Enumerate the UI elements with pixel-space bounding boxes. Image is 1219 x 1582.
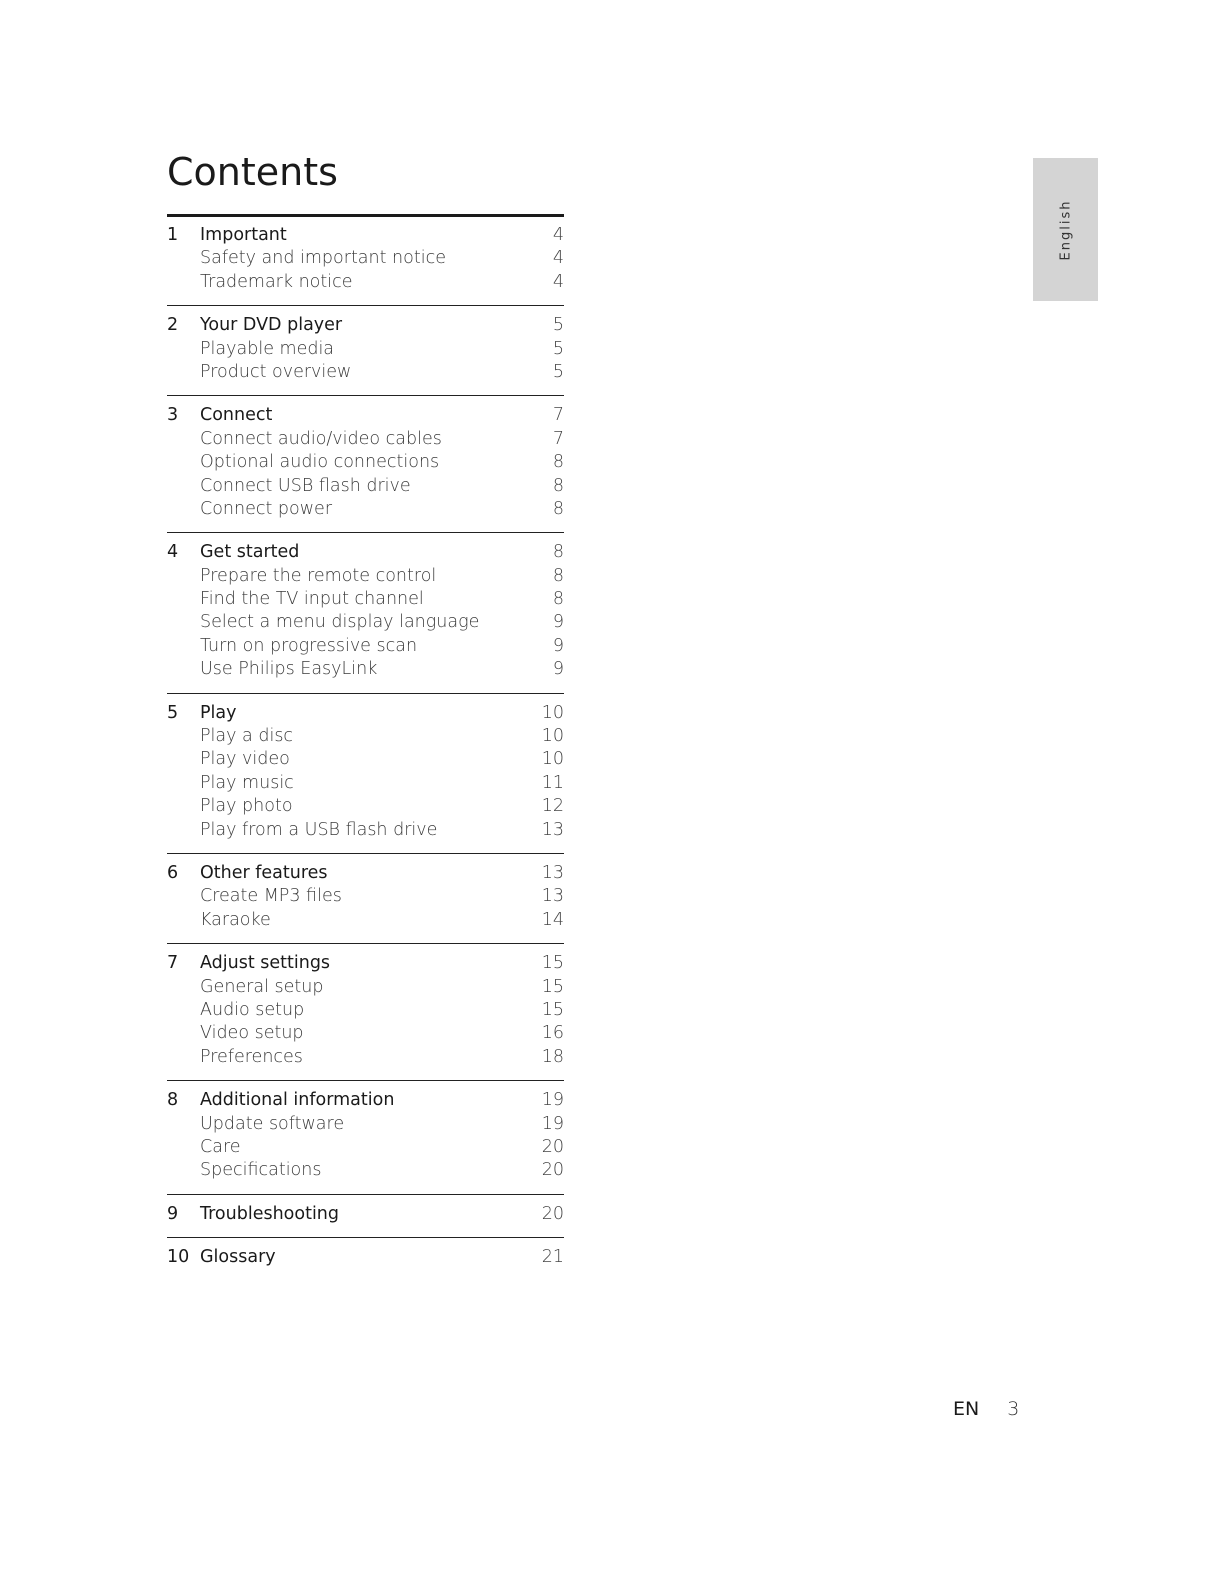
toc-entry[interactable] <box>167 748 564 771</box>
page-number: 20 <box>541 1203 564 1224</box>
page-number: 9 <box>552 635 564 656</box>
page-number: 20 <box>541 1136 564 1157</box>
page-number: 8 <box>552 452 564 473</box>
page-number: 8 <box>552 475 564 496</box>
toc-section-get-started <box>167 532 564 692</box>
page-number: 19 <box>541 1090 564 1111</box>
section-title: Play <box>200 702 237 723</box>
toc-heading[interactable] <box>167 862 564 885</box>
toc-entry[interactable] <box>167 658 564 681</box>
entry-label: Karaoke <box>200 909 271 930</box>
toc-entry[interactable] <box>167 498 564 521</box>
language-code: EN <box>953 1398 980 1420</box>
page-number: 8 <box>552 565 564 586</box>
toc-entry[interactable] <box>167 999 564 1022</box>
toc-heading[interactable] <box>167 224 564 247</box>
toc-entry[interactable] <box>167 338 564 361</box>
section-number: 1 <box>167 225 179 245</box>
toc-entry[interactable] <box>167 611 564 634</box>
page-number: 13 <box>541 819 564 840</box>
toc-heading[interactable] <box>167 314 564 337</box>
entry-label: Prepare the remote control <box>200 565 437 586</box>
entry-label: Select a menu display language <box>200 612 480 633</box>
section-title: Troubleshooting <box>200 1203 340 1224</box>
toc-heading[interactable] <box>167 1246 564 1269</box>
toc-entry[interactable] <box>167 428 564 451</box>
toc-entry[interactable] <box>167 635 564 658</box>
entry-label: Turn on progressive scan <box>200 635 418 656</box>
page-number: 12 <box>541 796 564 817</box>
page-number: 5 <box>552 315 564 336</box>
page-number: 7 <box>552 405 564 426</box>
section-number: 7 <box>167 953 179 974</box>
page-number: 9 <box>552 659 564 680</box>
toc-entry[interactable] <box>167 451 564 474</box>
toc-section-other-features <box>167 853 564 943</box>
toc-section-troubleshooting <box>167 1194 564 1237</box>
table-of-contents <box>167 214 564 1269</box>
page-number: 15 <box>541 999 564 1020</box>
page-number: 21 <box>541 1247 564 1268</box>
page-number: 16 <box>541 1023 564 1044</box>
page-number: 13 <box>541 886 564 907</box>
section-number: 9 <box>167 1203 179 1224</box>
toc-entry[interactable] <box>167 565 564 588</box>
toc-section-important <box>167 214 564 305</box>
toc-section-play <box>167 693 564 853</box>
page-number: 4 <box>552 225 564 245</box>
page-number: 7 <box>552 428 564 449</box>
page-title: Contents <box>167 150 338 194</box>
page-number: 15 <box>541 976 564 997</box>
page-number: 5 <box>552 361 564 382</box>
footer-page-number: 3 <box>1007 1398 1020 1420</box>
toc-entry[interactable] <box>167 1046 564 1069</box>
toc-heading[interactable] <box>167 1203 564 1226</box>
page-number: 9 <box>552 612 564 633</box>
toc-entry[interactable] <box>167 361 564 384</box>
section-title: Additional information <box>200 1090 395 1111</box>
toc-entry[interactable] <box>167 588 564 611</box>
entry-label: Safety and important notice <box>200 248 446 269</box>
page-number: 15 <box>541 953 564 974</box>
entry-label: Play music <box>200 772 294 793</box>
entry-label: General setup <box>200 976 324 997</box>
entry-label: Connect audio/video cables <box>200 428 442 449</box>
section-title: Your DVD player <box>200 315 343 336</box>
entry-label: Care <box>200 1136 241 1157</box>
entry-label: Product overview <box>200 361 352 382</box>
toc-entry[interactable] <box>167 772 564 795</box>
page-number: 10 <box>541 702 564 723</box>
toc-entry[interactable] <box>167 1113 564 1136</box>
toc-heading[interactable] <box>167 404 564 427</box>
toc-entry[interactable] <box>167 819 564 842</box>
section-number: 4 <box>167 542 179 563</box>
section-title: Get started <box>200 542 300 563</box>
page-number: 20 <box>541 1160 564 1181</box>
entry-label: Create MP3 files <box>200 886 342 907</box>
page-number: 10 <box>541 749 564 770</box>
entry-label: Playable media <box>200 338 335 359</box>
page-number: 4 <box>552 271 564 292</box>
toc-entry[interactable] <box>167 271 564 294</box>
entry-label: Use Philips EasyLink <box>200 659 378 680</box>
toc-entry[interactable] <box>167 909 564 932</box>
entry-label: Play from a USB flash drive <box>200 819 438 840</box>
toc-heading[interactable] <box>167 952 564 975</box>
toc-heading[interactable] <box>167 1089 564 1112</box>
section-title: Other features <box>200 862 328 883</box>
page-number: 8 <box>552 498 564 519</box>
toc-entry[interactable] <box>167 475 564 498</box>
page-number: 13 <box>541 862 564 883</box>
page-number: 4 <box>552 248 564 269</box>
section-title: Glossary <box>200 1247 276 1268</box>
section-number: 3 <box>167 405 179 426</box>
toc-entry[interactable] <box>167 1136 564 1159</box>
page-number: 14 <box>541 909 564 930</box>
toc-entry[interactable] <box>167 885 564 908</box>
toc-heading[interactable] <box>167 541 564 564</box>
toc-entry[interactable] <box>167 247 564 270</box>
toc-section-glossary <box>167 1237 564 1269</box>
page-number: 8 <box>552 589 564 610</box>
entry-label: Specifications <box>200 1160 322 1181</box>
entry-label: Play a disc <box>200 726 294 747</box>
entry-label: Trademark notice <box>200 271 353 292</box>
entry-label: Connect USB flash drive <box>200 475 411 496</box>
section-number: 6 <box>167 862 179 883</box>
toc-section-additional-information <box>167 1080 564 1194</box>
entry-label: Connect power <box>200 498 333 519</box>
toc-heading[interactable] <box>167 702 564 725</box>
toc-entry[interactable] <box>167 976 564 999</box>
entry-label: Optional audio connections <box>200 452 440 473</box>
page-number: 10 <box>541 726 564 747</box>
toc-entry[interactable] <box>167 725 564 748</box>
section-title: Connect <box>200 405 273 426</box>
entry-label: Audio setup <box>200 999 305 1020</box>
toc-entry[interactable] <box>167 795 564 818</box>
toc-entry[interactable] <box>167 1022 564 1045</box>
page-number: 11 <box>541 772 564 793</box>
section-number: 8 <box>167 1090 179 1111</box>
entry-label: Preferences <box>200 1046 303 1067</box>
page-number: 8 <box>552 542 564 563</box>
toc-section-your-dvd-player <box>167 305 564 395</box>
section-title: Adjust settings <box>200 953 331 974</box>
section-number: 10 <box>167 1247 190 1268</box>
section-number: 5 <box>167 702 179 723</box>
page-number: 19 <box>541 1113 564 1134</box>
entry-label: Play photo <box>200 796 293 817</box>
section-number: 2 <box>167 315 179 336</box>
section-title: Important <box>200 225 287 245</box>
page-footer <box>953 1398 1019 1420</box>
toc-entry[interactable] <box>167 1159 564 1182</box>
entry-label: Find the TV input channel <box>200 589 424 610</box>
entry-label: Play video <box>200 749 290 770</box>
toc-section-connect <box>167 395 564 532</box>
toc-section-adjust-settings <box>167 943 564 1080</box>
entry-label: Update software <box>200 1113 345 1134</box>
language-tab-label: English <box>1058 199 1073 260</box>
page-number: 18 <box>541 1046 564 1067</box>
language-tab <box>1033 158 1098 301</box>
page-number: 5 <box>552 338 564 359</box>
entry-label: Video setup <box>200 1023 304 1044</box>
